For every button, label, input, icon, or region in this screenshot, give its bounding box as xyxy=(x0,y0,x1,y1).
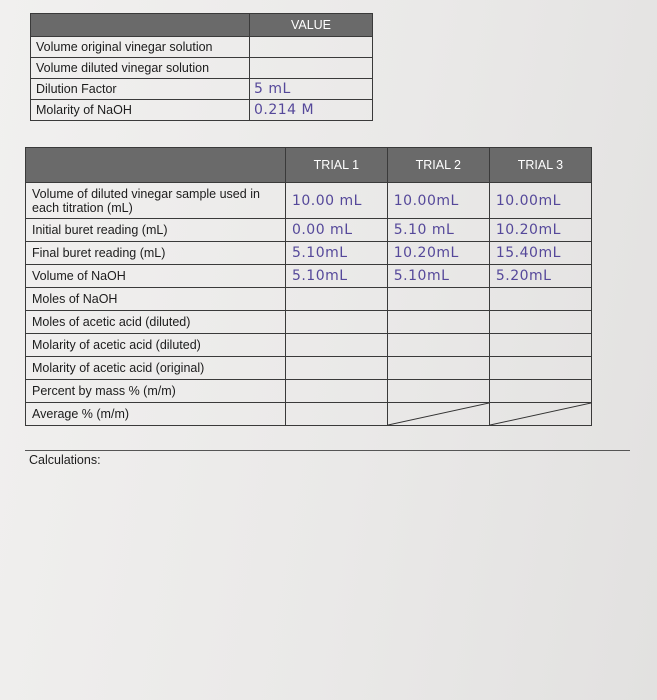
trial-3-cell[interactable]: 15.40mL xyxy=(489,242,591,265)
row-label: Volume of NaOH xyxy=(26,265,286,288)
trial-2-cell[interactable]: 5.10mL xyxy=(387,265,489,288)
trial-3-cell[interactable] xyxy=(489,288,591,311)
dilution-factor-value[interactable]: 5 mL xyxy=(250,79,373,100)
table-row xyxy=(26,380,592,403)
trial-1-cell[interactable]: 0.00 mL xyxy=(285,219,387,242)
trial-1-cell[interactable]: 5.10mL xyxy=(285,265,387,288)
trial-1-cell[interactable] xyxy=(285,334,387,357)
trial-3-cell[interactable] xyxy=(489,311,591,334)
row-label: Average % (m/m) xyxy=(26,403,286,426)
row-label: Volume diluted vinegar solution xyxy=(31,58,250,79)
row-label: Molarity of acetic acid (original) xyxy=(26,357,286,380)
table-header-row xyxy=(26,148,592,183)
trial-2-header: TRIAL 2 xyxy=(387,148,489,183)
trial-3-cell[interactable] xyxy=(489,380,591,403)
table-row xyxy=(26,357,592,380)
table-row xyxy=(31,58,373,79)
row-label: Moles of NaOH xyxy=(26,288,286,311)
divider-line xyxy=(25,450,630,451)
trial-3-cell[interactable]: 5.20mL xyxy=(489,265,591,288)
table-row xyxy=(31,79,373,100)
trial-1-cell[interactable] xyxy=(285,380,387,403)
crossed-out-cell xyxy=(489,403,591,426)
trial-3-cell[interactable] xyxy=(489,334,591,357)
row-label: Initial buret reading (mL) xyxy=(26,219,286,242)
row-label: Final buret reading (mL) xyxy=(26,242,286,265)
value-header: VALUE xyxy=(250,14,373,37)
row-label: Moles of acetic acid (diluted) xyxy=(26,311,286,334)
trial-1-header: TRIAL 1 xyxy=(285,148,387,183)
trial-3-cell[interactable]: 10.00mL xyxy=(489,183,591,219)
naoh-molarity-value[interactable]: 0.214 M xyxy=(250,100,373,121)
vinegar-value-table xyxy=(30,13,373,121)
trial-2-cell[interactable] xyxy=(387,288,489,311)
table-row xyxy=(26,242,592,265)
row-label: Dilution Factor xyxy=(31,79,250,100)
trial-3-cell[interactable] xyxy=(489,357,591,380)
table-row xyxy=(26,265,592,288)
trial-2-cell[interactable]: 10.20mL xyxy=(387,242,489,265)
average-cell[interactable] xyxy=(285,403,387,426)
calculations-label: Calculations: xyxy=(29,453,101,467)
trial-3-cell[interactable]: 10.20mL xyxy=(489,219,591,242)
titration-trials-table xyxy=(25,147,592,426)
trial-1-cell[interactable] xyxy=(285,311,387,334)
row-label: Percent by mass % (m/m) xyxy=(26,380,286,403)
blank-header-cell xyxy=(31,14,250,37)
row-label: Molarity of acetic acid (diluted) xyxy=(26,334,286,357)
row-value[interactable] xyxy=(250,37,373,58)
table-row xyxy=(31,37,373,58)
trial-2-cell[interactable] xyxy=(387,334,489,357)
row-value[interactable] xyxy=(250,58,373,79)
table-row xyxy=(26,288,592,311)
table-row xyxy=(26,334,592,357)
trial-2-cell[interactable] xyxy=(387,311,489,334)
row-label: Volume original vinegar solution xyxy=(31,37,250,58)
table-row xyxy=(26,311,592,334)
table-row xyxy=(26,403,592,426)
table-row xyxy=(26,183,592,219)
trial-1-cell[interactable] xyxy=(285,357,387,380)
trial-3-header: TRIAL 3 xyxy=(489,148,591,183)
trial-1-cell[interactable]: 10.00 mL xyxy=(285,183,387,219)
diagonal-line-icon xyxy=(490,403,591,425)
trial-2-cell[interactable]: 5.10 mL xyxy=(387,219,489,242)
table-header-row xyxy=(31,14,373,37)
table-row xyxy=(26,219,592,242)
diagonal-line-icon xyxy=(388,403,489,425)
trial-2-cell[interactable] xyxy=(387,357,489,380)
trial-1-cell[interactable]: 5.10mL xyxy=(285,242,387,265)
trial-2-cell[interactable] xyxy=(387,380,489,403)
row-label: Volume of diluted vinegar sample used in each titration (mL) xyxy=(26,183,286,219)
table-row xyxy=(31,100,373,121)
row-label: Molarity of NaOH xyxy=(31,100,250,121)
trial-1-cell[interactable] xyxy=(285,288,387,311)
blank-header-cell xyxy=(26,148,286,183)
crossed-out-cell xyxy=(387,403,489,426)
trial-2-cell[interactable]: 10.00mL xyxy=(387,183,489,219)
